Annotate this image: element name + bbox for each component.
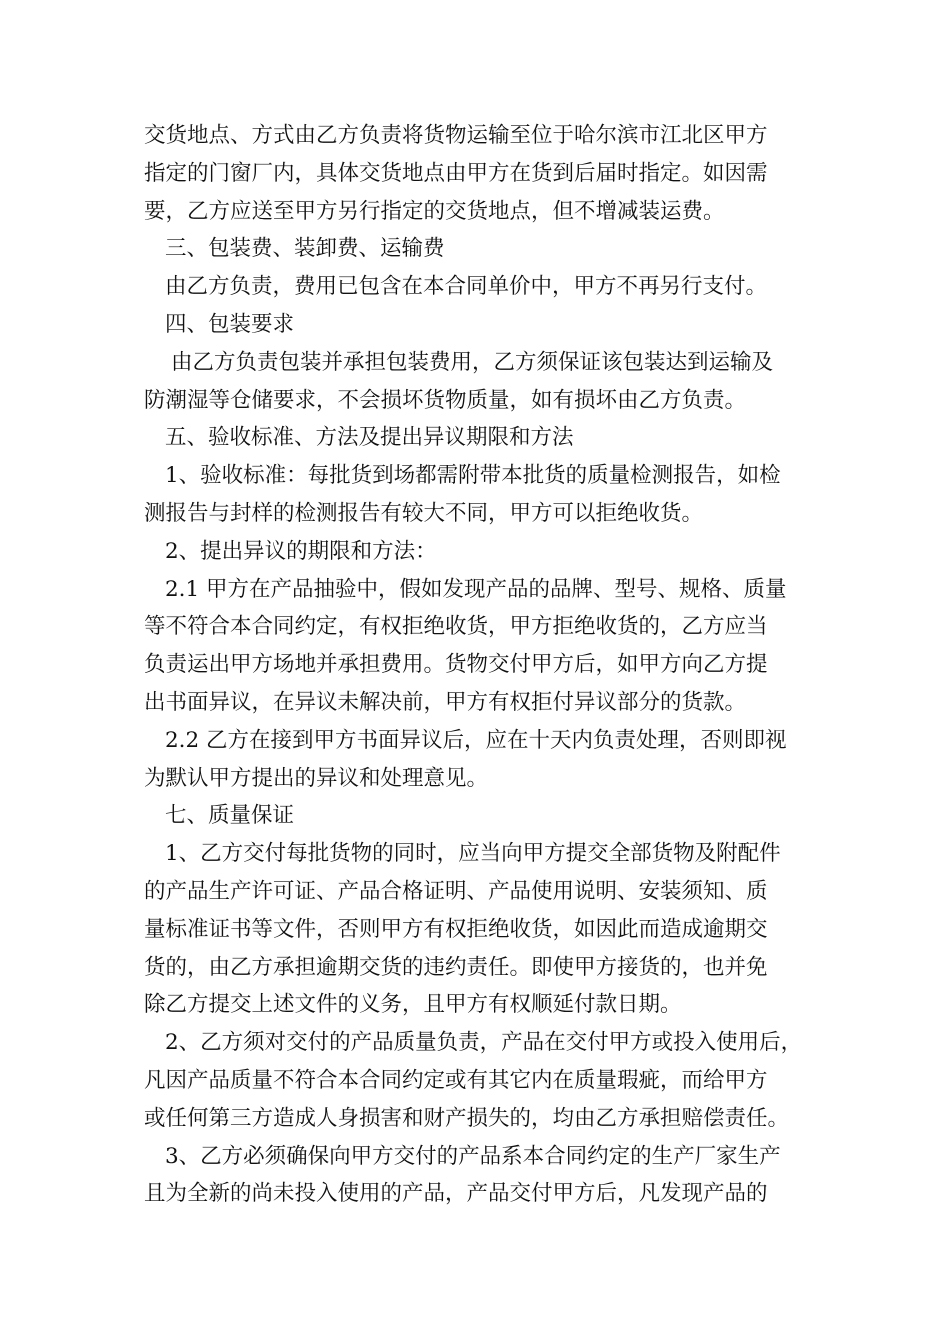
paragraph-line: 除乙方提交上述文件的义务，且甲方有权顺延付款日期。 (144, 992, 682, 1018)
paragraph-line: 凡因产品质量不符合本合同约定或有其它内在质量瑕疵，而给甲方 (144, 1067, 768, 1093)
paragraph-line: 2.2 乙方在接到甲方书面异议后，应在十天内负责处理，否则即视 (165, 727, 787, 753)
paragraph-line: 1、乙方交付每批货物的同时，应当向甲方提交全部货物及附配件 (165, 841, 781, 867)
paragraph-line: 量标准证书等文件，否则甲方有权拒绝收货，如因此而造成逾期交 (144, 916, 768, 942)
paragraph-line: 且为全新的尚未投入使用的产品，产品交付甲方后，凡发现产品的 (144, 1181, 768, 1207)
paragraph-line: 或任何第三方造成人身损害和财产损失的，均由乙方承担赔偿责任。 (144, 1105, 790, 1131)
paragraph-line: 指定的门窗厂内，具体交货地点由甲方在货到后届时指定。如因需 (144, 160, 768, 186)
paragraph-line: 交货地点、方式由乙方负责将货物运输至位于哈尔滨市江北区甲方 (144, 123, 768, 148)
paragraph-line: 由乙方负责包装并承担包装费用，乙方须保证该包装达到运输及 (171, 349, 774, 375)
paragraph-line: 等不符合本合同约定，有权拒绝收货，甲方拒绝收货的，乙方应当 (144, 614, 768, 640)
paragraph-line: 为默认甲方提出的异议和处理意见。 (144, 765, 489, 791)
paragraph-line: 防潮湿等仓储要求，不会损坏货物质量，如有损坏由乙方负责。 (144, 387, 747, 413)
section-heading: 五、验收标准、方法及提出异议期限和方法 (165, 425, 574, 451)
paragraph-line: 出书面异议，在异议未解决前，甲方有权拒付异议部分的货款。 (144, 689, 747, 715)
paragraph-line: 2、乙方须对交付的产品质量负责，产品在交付甲方或投入使用后， (165, 1030, 803, 1056)
section-heading: 三、包装费、装卸费、运输费 (165, 236, 445, 262)
paragraph-line: 3、乙方必须确保向甲方交付的产品系本合同约定的生产厂家生产 (165, 1143, 781, 1169)
section-heading: 七、质量保证 (165, 803, 295, 829)
subsection-heading: 2、提出异议的期限和方法： (165, 538, 437, 564)
paragraph-line: 负责运出甲方场地并承担费用。货物交付甲方后，如甲方向乙方提 (144, 652, 768, 678)
document-body (144, 117, 816, 1213)
paragraph-line: 要，乙方应送至甲方另行指定的交货地点，但不增减装运费。 (144, 198, 725, 224)
paragraph-line: 2.1 甲方在产品抽验中，假如发现产品的品牌、型号、规格、质量 (165, 576, 787, 602)
section-heading: 四、包装要求 (165, 311, 295, 337)
paragraph-line: 由乙方负责，费用已包含在本合同单价中，甲方不再另行支付。 (165, 274, 768, 300)
paragraph-line: 的产品生产许可证、产品合格证明、产品使用说明、安装须知、质 (144, 878, 768, 904)
paragraph-line: 1、验收标准：每批货到场都需附带本批货的质量检测报告，如检 (165, 463, 781, 489)
paragraph-line: 测报告与封样的检测报告有较大不同，甲方可以拒绝收货。 (144, 500, 704, 526)
paragraph-line: 货的，由乙方承担逾期交货的违约责任。即使甲方接货的，也并免 (144, 954, 768, 980)
